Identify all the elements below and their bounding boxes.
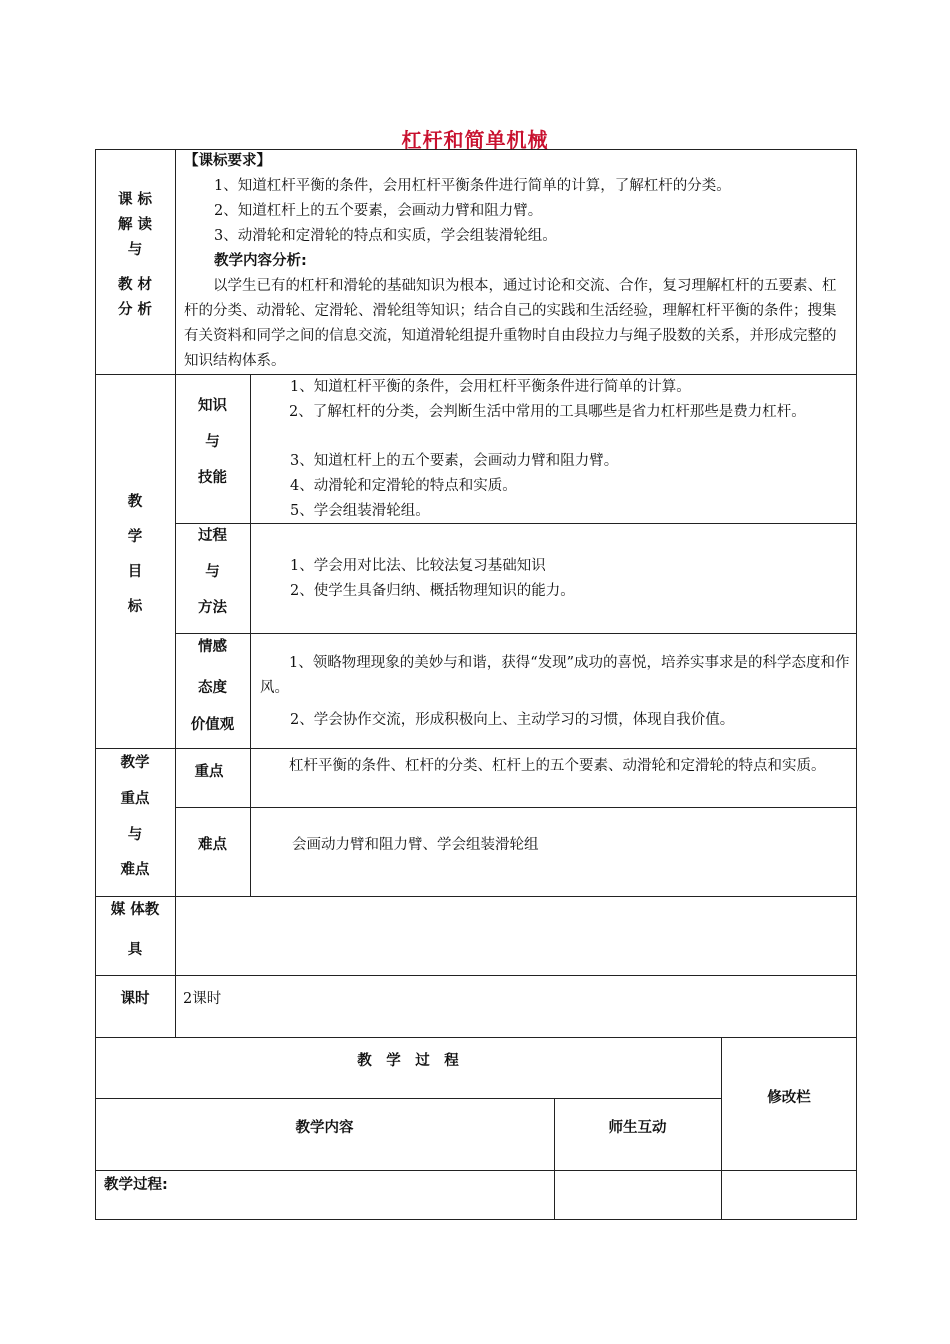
label-line: 学 [127,529,143,545]
document-title: 杠杆和简单机械 [401,128,549,152]
difficulty-text: 会画动力臂和阻力臂、学会组装滑轮组 [292,837,539,853]
col-divider [175,149,176,1038]
row-divider [175,807,857,808]
class-hours-value: 2课时 [183,991,222,1007]
row-divider [175,633,857,634]
process-label: 方法 [198,600,227,616]
goal-item: 1、领略物理现象的美妙与和谐，获得“发现”成功的喜悦，培养实事求是的科学态度和作风。 [260,655,850,696]
goal-item: 1、学会用对比法、比较法复习基础知识 [290,558,546,574]
label-line: 重点 [120,791,150,807]
process-label: 教学过程: [104,1177,168,1193]
focus-text: 杠杆平衡的条件、杠杆的分类、杠杆上的五个要素、动滑轮和定滑轮的特点和实质。 [289,758,826,774]
interaction-column-header: 师生互动 [608,1120,667,1136]
col-divider [721,1037,722,1220]
label-line: 标 [127,599,143,615]
goal-item: 3、知道杠杆上的五个要素，会画动力臂和阻力臂。 [290,453,619,469]
label-line: 与 [127,827,143,843]
emotion-label: 价值观 [190,717,235,733]
row-divider [95,975,857,976]
analysis-text: 以学生已有的杠杆和滑轮的基础知识为根本，通过讨论和交流、合作，复习理解杠杆的五要素、杠杆的分类、动滑轮、定滑轮、滑轮组等知识；结合自己的实践和生活经验，理解杠杆平衡的条件；搜集有关资料和同学之间的信息交流，知道滑轮组提升重物时自由段拉力与绳子股数的关系，并形成完整的知识结构体系。 [184,278,837,369]
col-divider [250,374,251,896]
goal-item: 2、学会协作交流，形成积极向上、主动学习的习惯，体现自我价值。 [290,712,735,728]
label-line: 教 [127,494,143,510]
label-line: 难点 [120,862,150,878]
label-line: 与 [127,242,143,258]
row-divider [95,1170,857,1171]
goal-item: 2、了解杠杆的分类，会判断生活中常用的工具哪些是省力杠杆那些是费力杠杆。 [289,404,806,420]
media-label: 媒 体教 [110,902,160,918]
emotion-label: 情感 [198,639,227,655]
analysis-heading: 教学内容分析: [214,253,307,269]
process-table-header: 教 学 过 程 [357,1053,459,1069]
knowledge-label: 技能 [198,470,227,486]
row-divider [95,896,857,897]
content-column-header: 教学内容 [295,1120,354,1136]
media-label: 具 [127,942,143,958]
process-label: 与 [205,564,220,580]
revision-column-header: 修改栏 [767,1090,811,1106]
standards-item: 1、知道杠杆平衡的条件，会用杠杆平衡条件进行简单的计算，了解杠杆的分类。 [214,178,731,194]
knowledge-label: 与 [205,434,220,450]
label-line: 课 标 [117,192,153,208]
standards-heading: 【课标要求】 [184,153,271,169]
emotion-label: 态度 [198,680,227,696]
goal-item: 1、知道杠杆平衡的条件，会用杠杆平衡条件进行简单的计算。 [290,379,691,395]
standards-item: 3、动滑轮和定滑轮的特点和实质，学会组装滑轮组。 [214,228,557,244]
label-line: 分 析 [117,302,153,318]
knowledge-label: 知识 [198,398,227,414]
focus-label: 重点 [194,764,224,780]
difficulty-label: 难点 [198,837,227,853]
goal-item: 5、学会组装滑轮组。 [290,503,430,519]
label-line: 教学 [120,755,150,771]
goal-item: 4、动滑轮和定滑轮的特点和实质。 [290,478,517,494]
process-label: 过程 [198,528,227,544]
standards-item: 2、知道杠杆上的五个要素，会画动力臂和阻力臂。 [214,203,543,219]
row-divider [95,748,857,749]
label-line: 目 [127,564,143,580]
label-line: 解 读 [117,217,153,233]
label-line: 教 材 [117,277,153,293]
class-hours-label: 课时 [120,991,150,1007]
row-divider [95,1098,722,1099]
goal-item: 2、使学生具备归纳、概括物理知识的能力。 [290,583,575,599]
